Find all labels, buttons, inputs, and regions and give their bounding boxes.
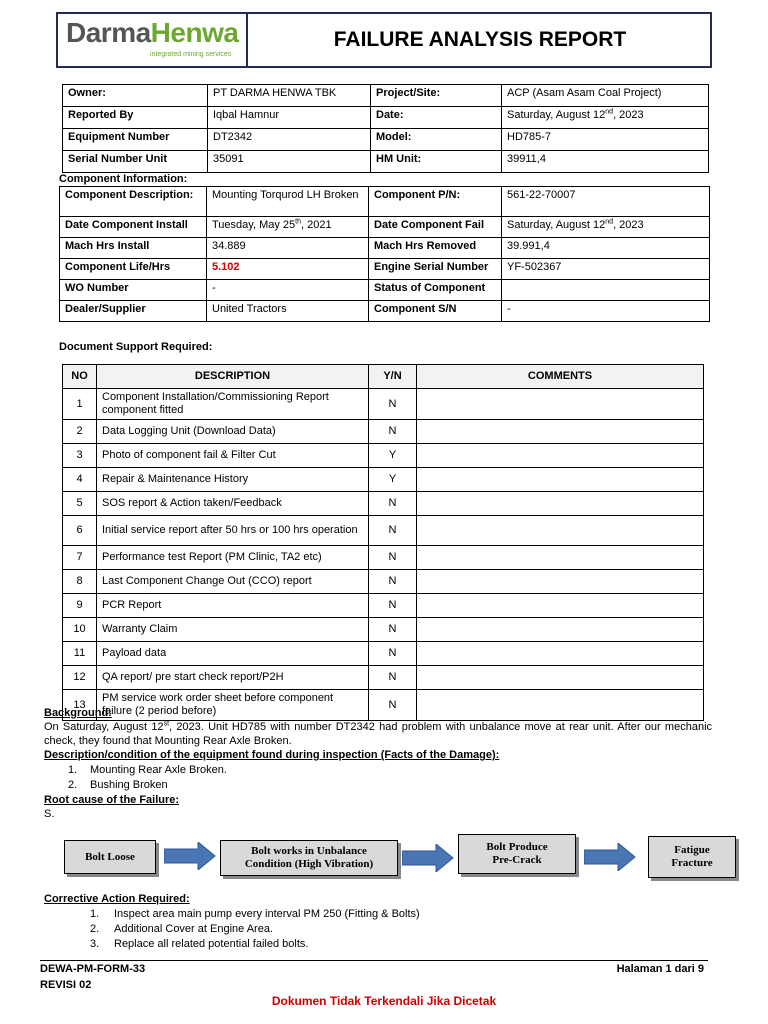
row-yn: N	[369, 516, 417, 546]
row-description: PM service work order sheet before component failure (2 period before)	[97, 690, 369, 721]
footer-page-number: Halaman 1 dari 9	[616, 963, 704, 975]
life-value: 5.102	[207, 259, 369, 280]
hm-label: HM Unit:	[371, 151, 502, 173]
doc-support-body	[63, 389, 704, 721]
row-description: Initial service report after 50 hrs or 100 hrs operation	[97, 516, 369, 546]
hm-value: 39911,4	[502, 151, 709, 173]
install-date-value: Tuesday, May 25th, 2021	[207, 217, 369, 238]
mach-install-label: Mach Hrs Install	[60, 238, 207, 259]
background-title: Background:	[44, 707, 112, 719]
owner-value: PT DARMA HENWA TBK	[208, 85, 371, 107]
flow-box-bolt-loose: Bolt Loose	[64, 840, 156, 874]
row-comments	[417, 642, 704, 666]
reported-label: Reported By	[63, 107, 208, 129]
fail-date-value: Saturday, August 12nd, 2023	[502, 217, 710, 238]
row-no: 13	[63, 690, 97, 721]
footer-revision: REVISI 02	[40, 979, 92, 991]
row-no: 7	[63, 546, 97, 570]
list-item: 2. Bushing Broken	[68, 779, 168, 791]
flow-arrow-1	[164, 842, 216, 870]
list-item: 1. Inspect area main pump every interval PM 250 (Fitting & Bolts)	[90, 908, 420, 920]
row-description: SOS report & Action taken/Feedback	[97, 492, 369, 516]
comp-sn-value: -	[502, 301, 710, 322]
row-no: 9	[63, 594, 97, 618]
comp-desc-label: Component Description:	[60, 187, 207, 217]
row-description: Payload data	[97, 642, 369, 666]
row-no: 1	[63, 389, 97, 420]
comp-desc-value: Mounting Torqurod LH Broken	[207, 187, 369, 217]
info-table	[62, 84, 709, 173]
row-no: 3	[63, 444, 97, 468]
dealer-label: Dealer/Supplier	[60, 301, 207, 322]
footer-notice: Dokumen Tidak Terkendali Jika Dicetak	[271, 994, 497, 1008]
row-description: Component Installation/Commissioning Report component fitted	[97, 389, 369, 420]
table-row	[63, 420, 704, 444]
list-item: 1. Mounting Rear Axle Broken.	[68, 764, 227, 776]
mach-removed-value: 39.991,4	[502, 238, 710, 259]
row-yn: N	[369, 594, 417, 618]
table-row	[63, 492, 704, 516]
background-text: On Saturday, August 12st, 2023. Unit HD785 with number DT2342 had problem with unbalance move at rear unit. After our mechanic check, they found that Mounting Rear Axle Broken.	[44, 720, 713, 747]
col-header-no: NO	[63, 365, 97, 389]
table-row	[63, 546, 704, 570]
row-yn: N	[369, 618, 417, 642]
row-yn: N	[369, 690, 417, 721]
model-label: Model:	[371, 129, 502, 151]
footer-form-code: DEWA-PM-FORM-33	[40, 963, 146, 975]
comp-sn-label: Component S/N	[369, 301, 502, 322]
row-comments	[417, 420, 704, 444]
col-header-comments: COMMENTS	[417, 365, 704, 389]
serial-label: Serial Number Unit	[63, 151, 208, 173]
row-no: 8	[63, 570, 97, 594]
table-row	[63, 570, 704, 594]
row-yn: N	[369, 492, 417, 516]
flow-arrow-3	[584, 843, 636, 871]
row-yn: Y	[369, 468, 417, 492]
row-yn: N	[369, 389, 417, 420]
wo-label: WO Number	[60, 280, 207, 301]
list-item: 2. Additional Cover at Engine Area.	[90, 923, 273, 935]
row-no: 11	[63, 642, 97, 666]
engine-serial-label: Engine Serial Number	[369, 259, 502, 280]
flow-box-bolt-unbalance: Bolt works in Unbalance Condition (High Vibration)	[220, 840, 398, 876]
install-date-label: Date Component Install	[60, 217, 207, 238]
date-value: Saturday, August 12nd, 2023	[502, 107, 709, 129]
row-no: 5	[63, 492, 97, 516]
fail-date-label: Date Component Fail	[369, 217, 502, 238]
page-title: FAILURE ANALYSIS REPORT	[333, 28, 627, 51]
project-value: ACP (Asam Asam Coal Project)	[502, 85, 709, 107]
col-header-description: DESCRIPTION	[97, 365, 369, 389]
row-no: 6	[63, 516, 97, 546]
row-comments	[417, 618, 704, 642]
condition-list	[44, 763, 712, 793]
table-row	[63, 444, 704, 468]
row-comments	[417, 468, 704, 492]
table-row	[63, 642, 704, 666]
status-value	[502, 280, 710, 301]
row-description: Repair & Maintenance History	[97, 468, 369, 492]
header-frame	[56, 12, 712, 68]
project-label: Project/Site:	[371, 85, 502, 107]
row-description: QA report/ pre start check report/P2H	[97, 666, 369, 690]
comp-pn-label: Component P/N:	[369, 187, 502, 217]
flow-box-fatigue-fracture: Fatigue Fracture	[648, 836, 736, 878]
flow-box-pre-crack: Bolt Produce Pre-Crack	[458, 834, 576, 874]
logo-text-darma: Darma	[66, 17, 151, 48]
model-value: HD785-7	[502, 129, 709, 151]
row-no: 12	[63, 666, 97, 690]
reported-value: Iqbal Hamnur	[208, 107, 371, 129]
row-no: 10	[63, 618, 97, 642]
component-table	[59, 186, 710, 322]
footer-rule	[40, 960, 708, 961]
header-divider	[246, 14, 248, 66]
corrective-list	[44, 907, 712, 952]
doc-support-title: Document Support Required:	[59, 341, 213, 353]
equipment-value: DT2342	[208, 129, 371, 151]
serial-value: 35091	[208, 151, 371, 173]
row-yn: Y	[369, 444, 417, 468]
row-description: Performance test Report (PM Clinic, TA2 etc)	[97, 546, 369, 570]
row-comments	[417, 570, 704, 594]
list-item: 3. Replace all related potential failed bolts.	[90, 938, 309, 950]
row-comments	[417, 444, 704, 468]
wo-value: -	[207, 280, 369, 301]
row-description: Last Component Change Out (CCO) report	[97, 570, 369, 594]
table-row	[63, 389, 704, 420]
dealer-value: United Tractors	[207, 301, 369, 322]
row-description: Photo of component fail & Filter Cut	[97, 444, 369, 468]
doc-support-table	[62, 364, 704, 721]
row-yn: N	[369, 570, 417, 594]
row-comments	[417, 389, 704, 420]
table-row	[63, 594, 704, 618]
mach-removed-label: Mach Hrs Removed	[369, 238, 502, 259]
condition-title: Description/condition of the equipment found during inspection (Facts of the Damage):	[44, 749, 500, 761]
flow-arrow-2	[402, 844, 454, 872]
row-yn: N	[369, 546, 417, 570]
owner-label: Owner:	[63, 85, 208, 107]
row-description: Warranty Claim	[97, 618, 369, 642]
row-description: PCR Report	[97, 594, 369, 618]
engine-serial-value: YF-502367	[502, 259, 710, 280]
table-row	[63, 468, 704, 492]
row-yn: N	[369, 642, 417, 666]
status-label: Status of Component	[369, 280, 502, 301]
row-comments	[417, 666, 704, 690]
comp-pn-value: 561-22-70007	[502, 187, 710, 217]
root-cause-title: Root cause of the Failure:	[44, 794, 180, 806]
date-label: Date:	[371, 107, 502, 129]
row-comments	[417, 492, 704, 516]
root-cause-text: S.	[44, 808, 55, 820]
row-comments	[417, 546, 704, 570]
mach-install-value: 34.889	[207, 238, 369, 259]
row-no: 2	[63, 420, 97, 444]
row-yn: N	[369, 420, 417, 444]
row-comments	[417, 594, 704, 618]
corrective-title: Corrective Action Required:	[44, 893, 190, 905]
corrective-section	[44, 892, 712, 952]
table-row	[63, 618, 704, 642]
life-label: Component Life/Hrs	[60, 259, 207, 280]
table-row	[63, 516, 704, 546]
row-description: Data Logging Unit (Download Data)	[97, 420, 369, 444]
background-section	[44, 706, 712, 821]
logo-tagline: integrated mining services	[150, 51, 232, 58]
row-no: 4	[63, 468, 97, 492]
row-yn: N	[369, 666, 417, 690]
logo	[66, 18, 244, 62]
table-row	[63, 666, 704, 690]
col-header-yn: Y/N	[369, 365, 417, 389]
equipment-label: Equipment Number	[63, 129, 208, 151]
row-comments	[417, 516, 704, 546]
logo-text-henwa: Henwa	[150, 17, 239, 48]
component-info-title: Component Information:	[59, 173, 188, 185]
